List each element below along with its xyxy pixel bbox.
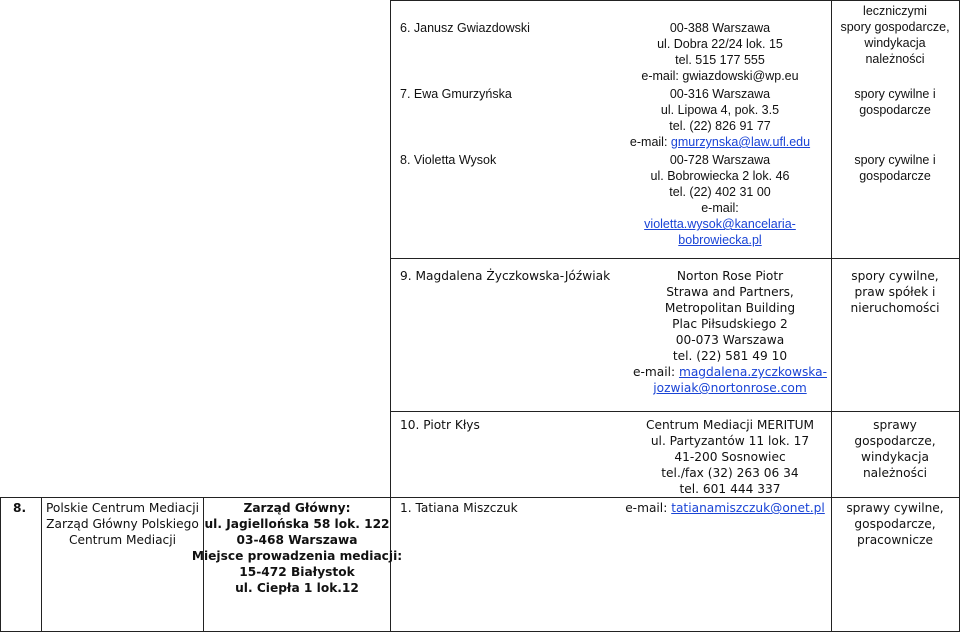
mediator-name: 10. Piotr Kłys <box>400 418 480 432</box>
col-border <box>0 497 1 632</box>
col-border <box>390 0 391 632</box>
mediator-name: 9. Magdalena Życzkowska-Jóźwiak <box>400 269 611 283</box>
section-border <box>0 497 960 498</box>
mediator-contact: e-mail: tatianamiszczuk@onet.pl <box>625 501 825 515</box>
mediator-name: 1. Tatiana Miszczuk <box>400 501 518 515</box>
mediator-address: Norton Rose Piotr Strawa and Partners, Metropolitan Building Plac Piłsudskiego 2 00-073 Warszawa tel. (22) 581 49 10 e-mail: magdalena.zyczkowska- jozwiak@nortonrose.com <box>632 269 828 395</box>
mediator-address: 00-388 Warszawa ul. Dobra 22/24 lok. 15 tel. 515 177 555 e-mail: gwiazdowski@wp.eu <box>641 21 799 83</box>
email-link[interactable]: gmurzynska@law.ufl.edu <box>670 135 811 149</box>
mediator-specialization: sprawy gospodarcze, windykacja należności <box>854 418 936 480</box>
organization-address: Zarząd Główny: ul. Jagiellońska 58 lok. 122 03-468 Warszawa Miejsce prowadzenia mediacji: 15-472 Białystok ul. Ciepła 1 lok.12 <box>191 501 403 595</box>
mediator-specialization: spory cywilne i gospodarcze <box>854 87 936 117</box>
mediator-specialization: leczniczymi spory gospodarcze, windykacja należności <box>840 4 950 66</box>
email-link[interactable]: violetta.wysok@kancelaria- <box>644 217 796 231</box>
mediator-specialization: sprawy cywilne, gospodarcze, pracownicze <box>846 501 944 547</box>
mediator-name: 6. Janusz Gwiazdowski <box>400 21 530 35</box>
email-link[interactable]: magdalena.zyczkowska- <box>678 365 828 379</box>
email-link[interactable]: tatianamiszczuk@onet.pl <box>671 501 825 515</box>
email-link[interactable]: bobrowiecka.pl <box>678 233 762 247</box>
mediator-name: 7. Ewa Gmurzyńska <box>400 87 512 101</box>
mediator-address: 00-728 Warszawa ul. Bobrowiecka 2 lok. 46 tel. (22) 402 31 00 e-mail: violetta.wysok@kancelaria- bobrowiecka.pl <box>644 153 796 247</box>
email-link[interactable]: jozwiak@nortonrose.com <box>653 381 807 395</box>
row-border <box>390 411 960 412</box>
mediator-specialization: spory cywilne i gospodarcze <box>854 153 936 183</box>
mediator-address: Centrum Mediacji MERITUM ul. Partyzantów 11 lok. 17 41-200 Sosnowiec tel./fax (32) 263 06 34 tel. 601 444 337 <box>645 418 815 496</box>
mediator-address: 00-316 Warszawa ul. Lipowa 4, pok. 3.5 tel. (22) 826 91 77 e-mail: gmurzynska@law.ufl.edu <box>629 87 811 149</box>
row-border-top <box>390 0 960 1</box>
organization-name: Polskie Centrum Mediacji Zarząd Główny Polskiego Centrum Mediacji <box>46 501 199 547</box>
mediator-name: 8. Violetta Wysok <box>400 153 497 167</box>
section-number: 8. <box>13 501 27 515</box>
row-border <box>390 258 960 259</box>
mediator-specialization: spory cywilne, praw spółek i nieruchomości <box>850 269 940 315</box>
